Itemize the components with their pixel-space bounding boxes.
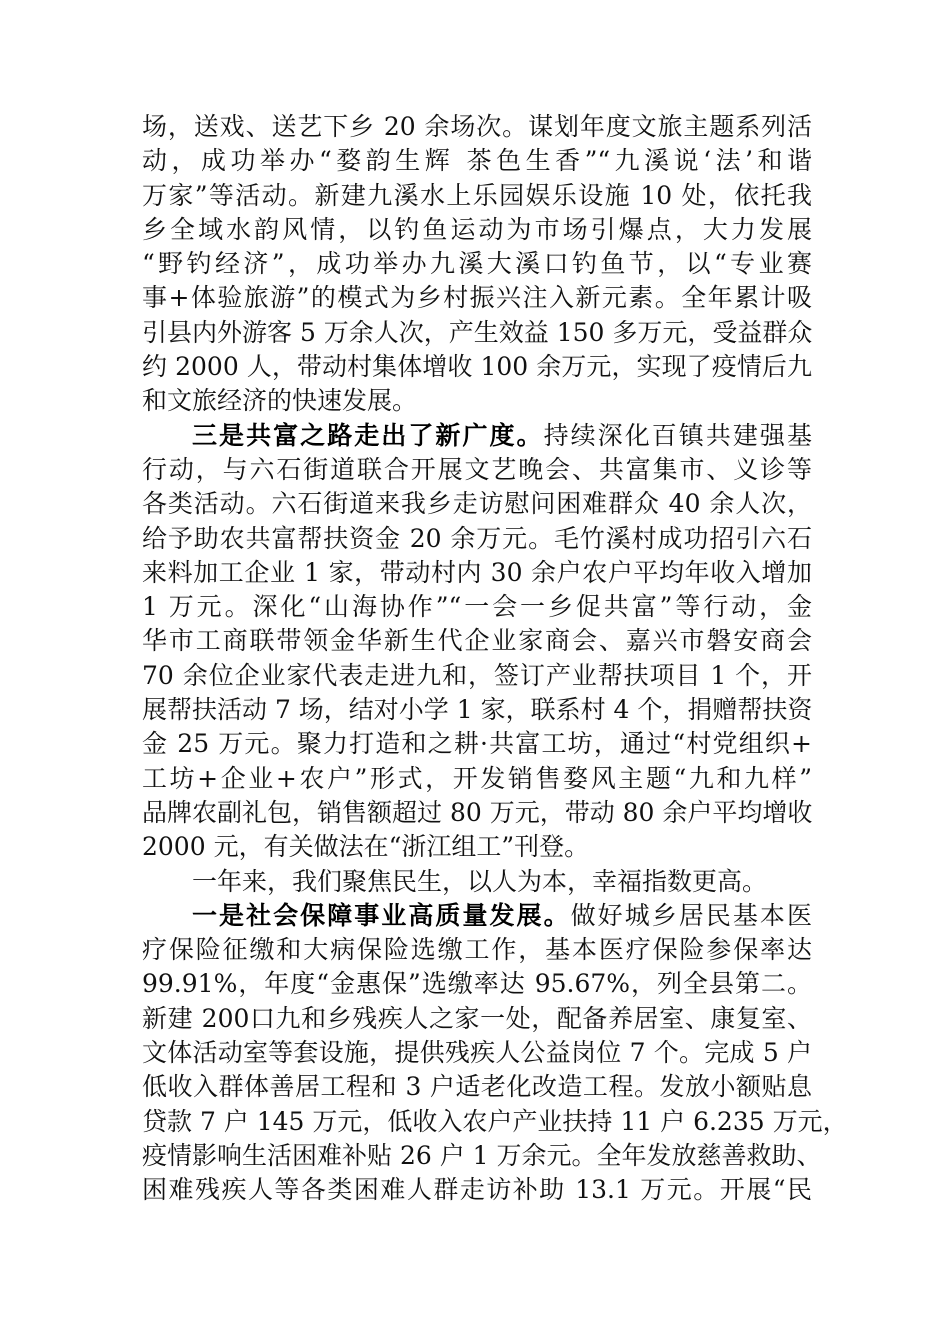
text-line	[142, 247, 812, 281]
text-line	[142, 830, 812, 864]
line-text: 来料加工企业 1 家，带动村内 30 余户农户平均年收入增加	[142, 557, 812, 587]
text-line	[142, 590, 812, 624]
text-line	[142, 1173, 812, 1207]
line-text: 99.91%，年度“金惠保”选缴率达 95.67%，列全县第二。	[142, 969, 812, 999]
line-text: 给予助农共富帮扶资金 20 余万元。毛竹溪村成功招引六石	[142, 523, 812, 553]
paragraph-start	[142, 419, 812, 453]
line-text: 万家”等活动。新建九溪水上乐园娱乐设施 10 处，依托我	[142, 180, 812, 210]
line-text: 动，成功举办“婺韵生辉 茶色生香”“九溪说‘法’和谐	[142, 146, 812, 176]
line-text: 低收入群体善居工程和 3 户适老化改造工程。发放小额贴息	[142, 1072, 812, 1102]
line-text: “野钓经济”，成功举办九溪大溪口钓鱼节，以“专业赛	[142, 249, 812, 279]
text-line	[142, 1105, 848, 1139]
paragraph-start	[142, 865, 812, 899]
line-text: 持续深化百镇共建强基	[543, 420, 812, 450]
line-text: 华市工商联带领金华新生代企业家商会、嘉兴市磐安商会	[142, 626, 812, 656]
line-text: 疗保险征缴和大病保险选缴工作，基本医疗保险参保率达	[142, 935, 812, 965]
text-line	[142, 213, 812, 247]
line-text: 约 2000 人，带动村集体增收 100 余万元，实现了疫情后九	[142, 352, 812, 382]
text-line	[142, 384, 812, 418]
text-line	[142, 179, 812, 213]
line-text: 1 万元。深化“山海协作”“一会一乡促共富”等行动，金	[142, 592, 812, 622]
section-heading: 一是社会保障事业高质量发展。	[192, 900, 571, 930]
text-line	[142, 693, 812, 727]
line-text: 品牌农副礼包，销售额超过 80 万元，带动 80 余户平均增收	[142, 797, 813, 827]
text-line	[142, 762, 812, 796]
line-text: 新建 200口九和乡残疾人之家一处，配备养居室、康复室、	[142, 1003, 812, 1033]
text-line	[142, 487, 812, 521]
line-text: 困难残疾人等各类困难人群走访补助 13.1 万元。开展“民	[142, 1175, 812, 1205]
text-line	[142, 350, 812, 384]
text-line	[142, 453, 812, 487]
line-text: 文体活动室等套设施，提供残疾人公益岗位 7 个。完成 5 户	[142, 1038, 812, 1068]
text-line	[142, 522, 812, 556]
text-line	[142, 727, 812, 761]
text-line	[142, 659, 812, 693]
text-line	[142, 1036, 812, 1070]
line-text: 引县内外游客 5 万余人次，产生效益 150 多万元，受益群众	[142, 317, 813, 347]
section-heading: 三是共富之路走出了新广度。	[192, 420, 544, 450]
line-text: 一年来，我们聚焦民生，以人为本，幸福指数更高。	[192, 866, 768, 896]
paragraph-start	[142, 899, 812, 933]
line-text: 疫情影响生活困难补贴 26 户 1 万余元。全年发放慈善救助、	[142, 1140, 822, 1170]
text-line	[142, 1070, 812, 1104]
text-line	[142, 1002, 812, 1036]
line-text: 70 余位企业家代表走进九和，签订产业帮扶项目 1 个，开	[142, 660, 812, 690]
line-text: 2000 元，有关做法在“浙江组工”刊登。	[142, 832, 590, 862]
line-text: 工坊+企业+农户”形式，开发销售婺风主题“九和九样”	[142, 763, 812, 793]
text-line	[142, 1139, 822, 1173]
line-text: 乡全域水韵风情，以钓鱼运动为市场引爆点，大力发展	[142, 214, 812, 244]
text-line	[142, 144, 812, 178]
line-text: 各类活动。六石街道来我乡走访慰问困难群众 40 余人次，	[142, 489, 812, 519]
text-line	[142, 281, 812, 315]
line-text: 行动，与六石街道联合开展文艺晚会、共富集市、义诊等	[142, 454, 812, 484]
line-text: 和文旅经济的快速发展。	[142, 386, 418, 416]
line-text: 做好城乡居民基本医	[570, 900, 812, 930]
text-line	[142, 624, 812, 658]
line-text: 贷款 7 户 145 万元，低收入农户产业扶持 11 户 6.235 万元，	[142, 1106, 848, 1136]
text-line	[142, 967, 812, 1001]
body-text	[142, 110, 848, 1208]
text-line	[142, 316, 812, 350]
line-text: 事+体验旅游”的模式为乡村振兴注入新元素。全年累计吸	[142, 283, 812, 313]
text-line	[142, 110, 812, 144]
text-line	[142, 556, 812, 590]
text-line	[142, 796, 812, 830]
text-line	[142, 933, 812, 967]
line-text: 场，送戏、送艺下乡 20 余场次。谋划年度文旅主题系列活	[142, 112, 812, 141]
line-text: 金 25 万元。聚力打造和之耕·共富工坊，通过“村党组织+	[142, 729, 812, 759]
line-text: 展帮扶活动 7 场，结对小学 1 家，联系村 4 个，捐赠帮扶资	[142, 695, 813, 725]
